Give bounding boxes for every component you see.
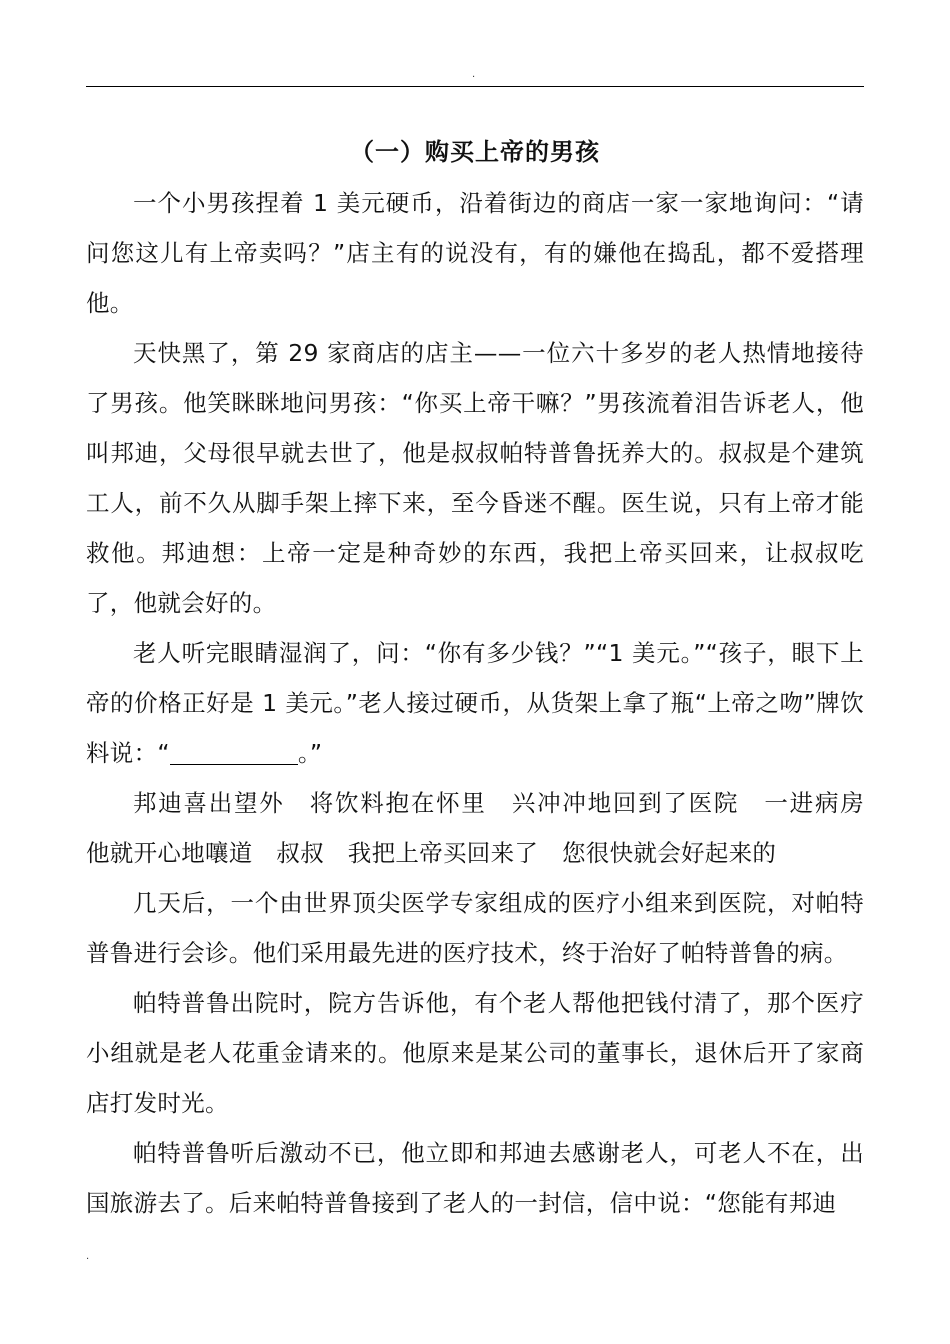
fill-in-blank: [170, 736, 298, 765]
paragraph-5: 几天后，一个由世界顶尖医学专家组成的医疗小组来到医院，对帕特普鲁进行会诊。他们采用最先进的医疗技术，终于治好了帕特普鲁的病。: [86, 889, 864, 967]
paragraph-3-text-before-blank: 老人听完眼睛湿润了，问：“你有多少钱？”“1 美元。”“孩子，眼下上帝的价格正好是 1 美元。”老人接过硬币，从货架上拿了瓶“上帝之吻”牌饮料说：“: [86, 639, 864, 767]
header-mark: .: [472, 69, 476, 80]
paragraph-7: 帕特普鲁听后激动不已，他立即和邦迪去感谢老人，可老人不在，出国旅游去了。后来帕特普鲁接到了老人的一封信，信中说：“您能有邦迪: [86, 1139, 864, 1217]
paragraph-2: 天快黑了，第 29 家商店的店主——一位六十多岁的老人热情地接待了男孩。他笑眯眯地问男孩：“你买上帝干嘛？”男孩流着泪告诉老人，他叫邦迪，父母很早就去世了，他是叔叔帕特普鲁抚养大的。叔叔是个建筑工人，前不久从脚手架上摔下来，至今昏迷不醒。医生说，只有上帝才能救他。邦迪想：上帝一定是种奇妙的东西，我把上帝买回来，让叔叔吃了，他就会好的。: [86, 339, 864, 617]
paragraph-3: [86, 628, 864, 778]
page-title: （一）购买上帝的男孩: [350, 138, 600, 166]
article-body: [86, 178, 888, 1228]
paragraph-1: 一个小男孩捏着 1 美元硬币，沿着街边的商店一家一家地询问：“请问您这儿有上帝卖吗？”店主有的说没有，有的嫌他在捣乱，都不爱搭理他。: [86, 189, 864, 317]
footer-mark: .: [86, 1251, 90, 1262]
paragraph-4: 邦迪喜出望外 将饮料抱在怀里 兴冲冲地回到了医院 一进病房 他就开心地嚷道 叔叔 我把上帝买回来了 您很快就会好起来的: [86, 789, 888, 867]
header-rule: [86, 86, 864, 87]
paragraph-6: 帕特普鲁出院时，院方告诉他，有个老人帮他把钱付清了，那个医疗小组就是老人花重金请来的。他原来是某公司的董事长，退休后开了家商店打发时光。: [86, 989, 864, 1117]
paragraph-3-text-after-blank: 。”: [297, 739, 323, 767]
